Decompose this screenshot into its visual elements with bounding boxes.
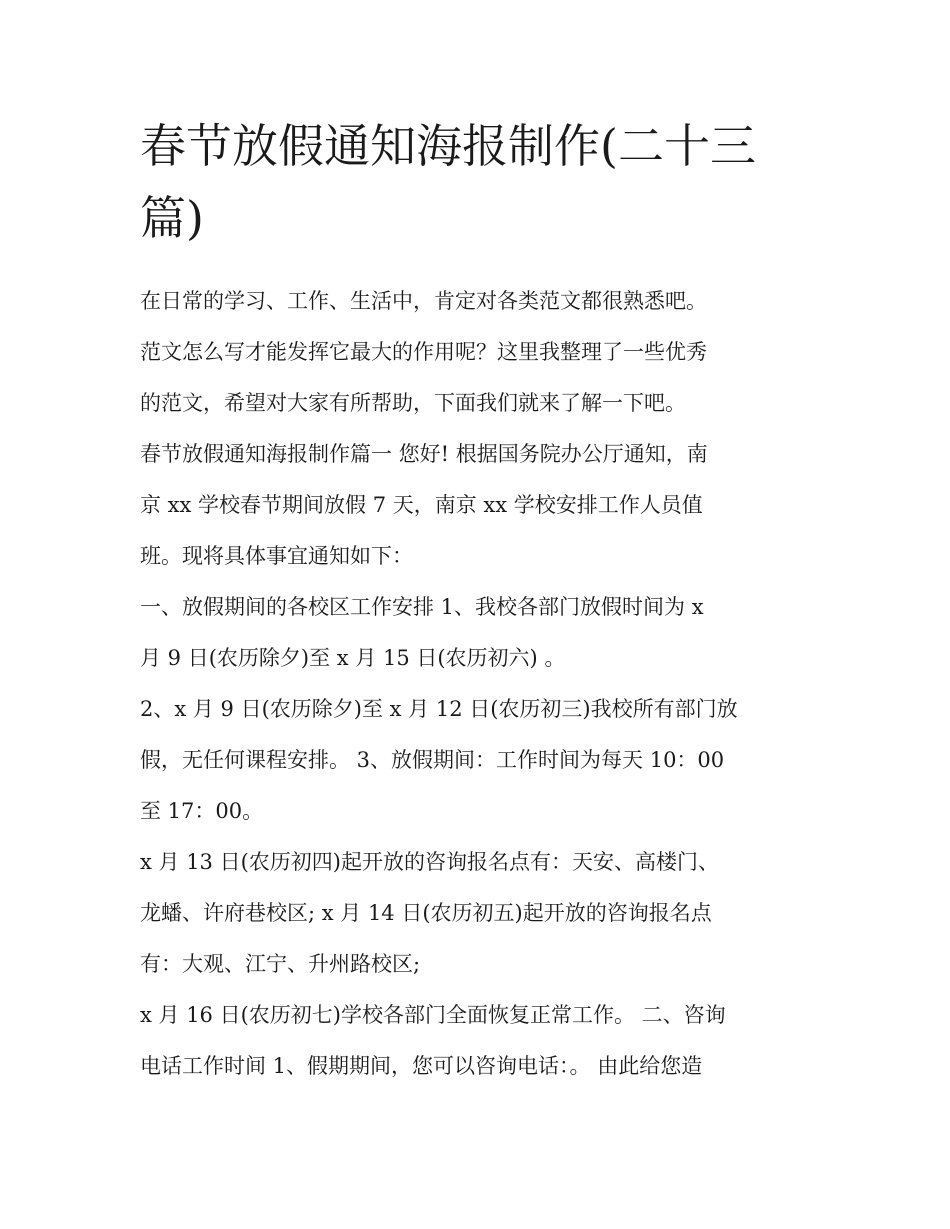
body-line: 范文怎么写才能发挥它最大的作用呢？这里我整理了一些优秀 xyxy=(140,340,707,364)
body-line: 有：大观、江宁、升州路校区; xyxy=(140,952,421,976)
body-line: 2、x 月 9 日(农历除夕)至 x 月 12 日(农历初三)我校所有部门放 xyxy=(140,697,738,721)
body-line: x 月 16 日(农历初七)学校各部门全面恢复正常工作。 二、咨询 xyxy=(140,1003,726,1027)
body-line: 假，无任何课程安排。 3、放假期间：工作时间为每天 10：00 xyxy=(140,748,725,772)
title-line-1: 春节放假通知海报制作(二十三 xyxy=(140,119,756,173)
document-title xyxy=(140,110,830,254)
body-line: 的范文，希望对大家有所帮助，下面我们就来了解一下吧。 xyxy=(140,391,686,415)
body-line: 班。现将具体事宜通知如下： xyxy=(140,544,413,568)
body-line: 电话工作时间 1、假期期间，您可以咨询电话：。 由此给您造 xyxy=(140,1054,703,1078)
document-body xyxy=(140,276,830,1092)
body-line: 一、放假期间的各校区工作安排 1、我校各部门放假时间为 x xyxy=(140,595,704,619)
body-line: 月 9 日(农历除夕)至 x 月 15 日(农历初六) 。 xyxy=(140,646,566,670)
body-line: x 月 13 日(农历初四)起开放的咨询报名点有：天安、高楼门、 xyxy=(140,850,719,874)
title-line-2: 篇) xyxy=(140,191,204,245)
body-line: 京 xx 学校春节期间放假 7 天，南京 xx 学校安排工作人员值 xyxy=(140,493,703,517)
body-line: 龙蟠、许府巷校区; x 月 14 日(农历初五)起开放的咨询报名点 xyxy=(140,901,712,925)
body-line: 至 17：00。 xyxy=(140,799,264,823)
body-line: 在日常的学习、工作、生活中，肯定对各类范文都很熟悉吧。 xyxy=(140,289,707,313)
body-line: 春节放假通知海报制作篇一 您好! 根据国务院办公厅通知，南 xyxy=(140,442,708,466)
